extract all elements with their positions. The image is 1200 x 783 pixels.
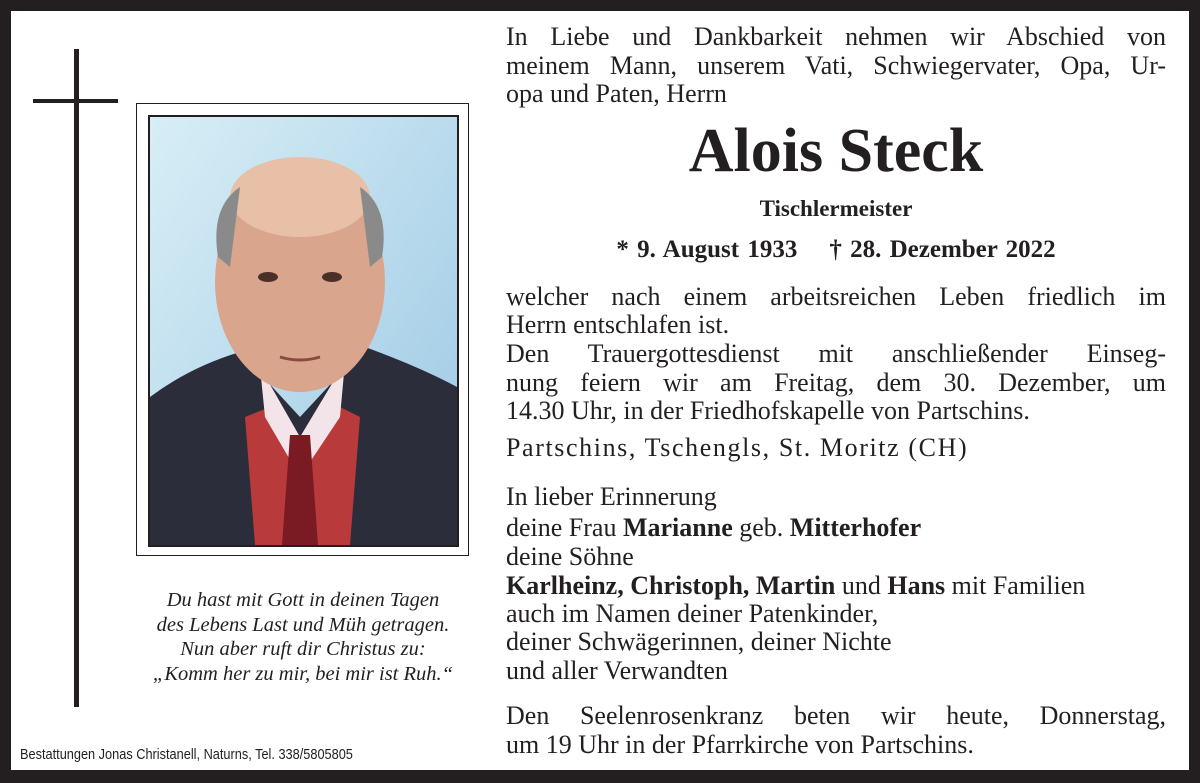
mourner-line: auch im Namen deiner Patenkinder, — [506, 599, 879, 628]
poem-line: Du hast mit Gott in deinen Tagen — [166, 589, 440, 611]
portrait-photo — [148, 115, 459, 547]
son-name: Hans — [887, 571, 946, 600]
birth-date: * 9. August 1933 — [616, 236, 798, 263]
poem-line: Nun aber ruft dir Christus zu: — [180, 638, 426, 660]
mourner-line: und aller Verwandten — [506, 656, 728, 685]
body-line: welcher nach einem arbeitsreichen Leben friedlich im — [506, 282, 1166, 311]
wife-name: Marianne — [622, 513, 733, 542]
intro-line: In Liebe und Dankbarkeit nehmen wir Abschied von — [506, 22, 1166, 51]
mourner-line — [506, 513, 1166, 543]
poem-line: des Lebens Last und Müh getragen. — [156, 613, 450, 636]
mourner-line: In lieber Erinnerung — [506, 482, 717, 511]
rosary-line: um 19 Uhr in der Pfarrkirche von Partschins. — [506, 730, 974, 759]
occupation: Tischlermeister — [759, 196, 913, 221]
text: deine Frau — [506, 513, 623, 542]
death-date: † 28. Dezember 2022 — [829, 236, 1056, 263]
poem-line: „Komm her zu mir, bei mir ist Ruh.“ — [152, 662, 454, 685]
text: mit Familien — [945, 571, 1086, 600]
places: Partschins, Tschengls, St. Moritz (CH) — [506, 433, 969, 462]
mourner-line: deine Söhne — [506, 542, 634, 571]
sons-names: Karlheinz, Christoph, Martin — [506, 571, 836, 600]
mourner-line: deiner Schwägerinnen, deiner Nichte — [506, 627, 892, 656]
text: geb. — [732, 513, 790, 542]
poem — [130, 588, 476, 686]
funeral-home-footer: Bestattungen Jonas Christanell, Naturns, Tel. 338/5805805 — [20, 746, 353, 763]
mourner-line — [506, 571, 1166, 601]
life-dates — [506, 236, 1166, 264]
body-line: Herrn entschlafen ist. — [506, 310, 730, 339]
body-line: Den Trauergottesdienst mit anschließender Einseg- — [506, 339, 1166, 368]
intro-line: meinem Mann, unserem Vati, Schwiegervater, Opa, Ur- — [506, 51, 1166, 80]
deceased-name: Alois Steck — [688, 117, 984, 185]
body-line: nung feiern wir am Freitag, dem 30. Dezember, um — [506, 368, 1166, 397]
maiden-name: Mitterhofer — [789, 513, 922, 542]
body-line: 14.30 Uhr, in der Friedhofskapelle von Partschins. — [506, 396, 1030, 425]
rosary-line: Den Seelenrosenkranz beten wir heute, Donnerstag, — [506, 701, 1166, 730]
cross-icon-bar — [33, 99, 118, 103]
cross-icon — [74, 49, 79, 707]
text: und — [835, 571, 888, 600]
intro-line: opa und Paten, Herrn — [506, 79, 727, 108]
